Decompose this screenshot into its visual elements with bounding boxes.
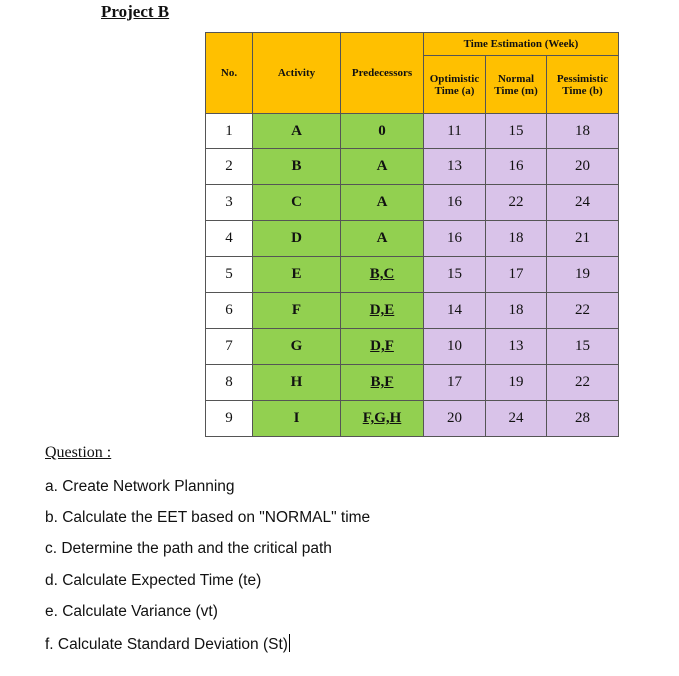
cell-predecessors: A — [341, 149, 424, 185]
cell-activity: A — [253, 114, 341, 149]
header-normal-line2: Time (m) — [494, 84, 538, 97]
cell-normal: 17 — [486, 257, 547, 293]
cell-activity: B — [253, 149, 341, 185]
cell-activity: E — [253, 257, 341, 293]
cell-activity: D — [253, 221, 341, 257]
cell-optimistic: 14 — [424, 293, 486, 329]
cell-predecessors: 0 — [341, 114, 424, 149]
table-row — [206, 293, 619, 329]
cell-no: 6 — [206, 293, 253, 329]
table-row — [206, 185, 619, 221]
question-list — [45, 478, 370, 665]
table-row — [206, 257, 619, 293]
header-pessimistic-line2: Time (b) — [562, 84, 603, 97]
document-title: Project B — [101, 2, 170, 21]
question-item: e. Calculate Variance (vt) — [45, 602, 218, 620]
cell-no: 1 — [206, 114, 253, 149]
cell-optimistic: 13 — [424, 149, 486, 185]
table-row — [206, 329, 619, 365]
table-row — [206, 114, 619, 149]
time-estimation-table — [205, 32, 619, 437]
table-row — [206, 149, 619, 185]
cell-pessimistic: 28 — [547, 401, 619, 437]
header-optimistic-line1: Optimistic — [429, 72, 480, 85]
cell-pessimistic: 19 — [547, 257, 619, 293]
cell-optimistic: 16 — [424, 221, 486, 257]
cell-pessimistic: 20 — [547, 149, 619, 185]
cell-no: 5 — [206, 257, 253, 293]
question-item: b. Calculate the EET based on "NORMAL" time — [45, 509, 371, 527]
header-normal-line1: Normal — [497, 72, 535, 85]
question-item: d. Calculate Expected Time (te) — [45, 571, 262, 589]
header-no: No. — [206, 33, 253, 114]
cell-predecessors — [341, 365, 424, 401]
cell-activity: I — [253, 401, 341, 437]
cell-predecessors: A — [341, 221, 424, 257]
cell-pessimistic: 24 — [547, 185, 619, 221]
cell-optimistic: 11 — [424, 114, 486, 149]
cell-no: 7 — [206, 329, 253, 365]
cell-no: 8 — [206, 365, 253, 401]
cell-activity: C — [253, 185, 341, 221]
predecessors-text: D,F — [370, 338, 394, 354]
predecessors-text: B,F — [370, 374, 394, 390]
table-row — [206, 221, 619, 257]
cell-normal: 18 — [486, 221, 547, 257]
cell-pessimistic: 18 — [547, 114, 619, 149]
cell-normal: 16 — [486, 149, 547, 185]
cell-no: 4 — [206, 221, 253, 257]
cell-normal: 24 — [486, 401, 547, 437]
cell-normal: 13 — [486, 329, 547, 365]
question-item-text: f. Calculate Standard Deviation (St) — [45, 635, 288, 653]
header-pessimistic — [547, 56, 619, 114]
cell-no: 9 — [206, 401, 253, 437]
cell-predecessors — [341, 293, 424, 329]
cell-predecessors: A — [341, 185, 424, 221]
header-normal — [486, 56, 547, 114]
header-activity: Activity — [253, 33, 341, 114]
predecessors-text: B,C — [369, 266, 395, 282]
cell-predecessors — [341, 329, 424, 365]
predecessors-text: D,E — [369, 302, 395, 318]
cell-predecessors — [341, 401, 424, 437]
cell-optimistic: 10 — [424, 329, 486, 365]
cell-normal: 19 — [486, 365, 547, 401]
header-optimistic-line2: Time (a) — [434, 84, 475, 97]
header-predecessors: Predecessors — [341, 33, 424, 114]
cell-normal: 15 — [486, 114, 547, 149]
cell-optimistic: 20 — [424, 401, 486, 437]
question-item: a. Create Network Planning — [45, 478, 235, 495]
cell-activity: F — [253, 293, 341, 329]
cell-normal: 18 — [486, 293, 547, 329]
cell-optimistic: 17 — [424, 365, 486, 401]
question-item-last[interactable] — [45, 634, 370, 665]
cell-predecessors — [341, 257, 424, 293]
cell-no: 3 — [206, 185, 253, 221]
cell-optimistic: 15 — [424, 257, 486, 293]
cell-pessimistic: 15 — [547, 329, 619, 365]
cell-optimistic: 16 — [424, 185, 486, 221]
table-row — [206, 401, 619, 437]
header-time-estimation: Time Estimation (Week) — [424, 33, 619, 56]
question-item: c. Determine the path and the critical path — [45, 540, 332, 558]
header-optimistic — [424, 56, 486, 114]
cell-pessimistic: 21 — [547, 221, 619, 257]
cell-normal: 22 — [486, 185, 547, 221]
cell-no: 2 — [206, 149, 253, 185]
predecessors-text: F,G,H — [362, 410, 402, 426]
cell-pessimistic: 22 — [547, 365, 619, 401]
cell-pessimistic: 22 — [547, 293, 619, 329]
text-cursor — [289, 634, 290, 652]
table-row — [206, 365, 619, 401]
question-heading: Question : — [45, 444, 112, 461]
cell-activity: H — [253, 365, 341, 401]
header-pessimistic-line1: Pessimistic — [556, 72, 609, 85]
cell-activity: G — [253, 329, 341, 365]
